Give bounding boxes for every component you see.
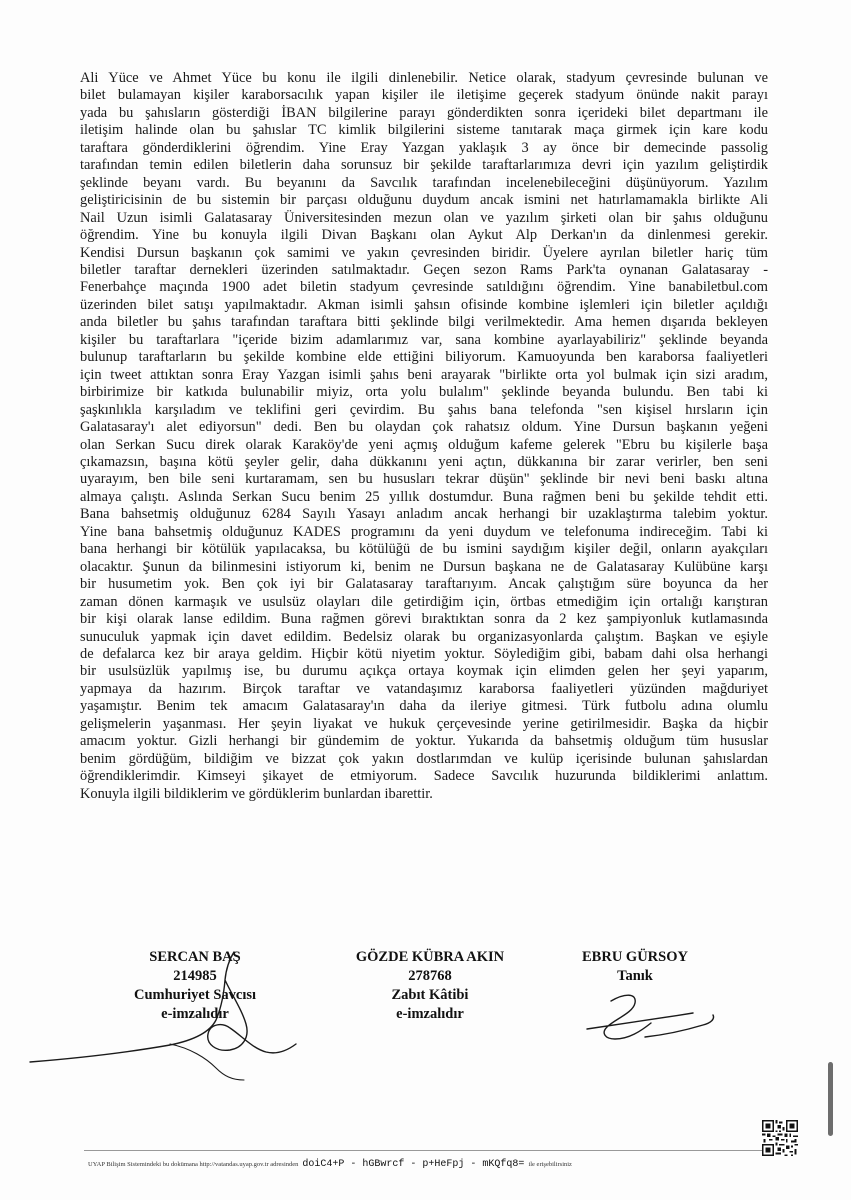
qr-code-icon xyxy=(762,1120,798,1156)
body-line: Kendisi Dursun başkanın çok samimi ve yakın çevresinden biridir. Üyelere ayrılan biletler hariç tüm xyxy=(80,244,768,261)
body-line: taraftara gönderdiklerini öğrendim. Yine Eray Yazgan yaklaşık 3 ay önce bir demecinde passolig xyxy=(80,139,768,156)
body-line: bana herhangi bir kötülük yapılacaksa, bu kötülüğü de bu ismini saydığım kişiler değil, onların ayakçıları xyxy=(80,541,768,558)
body-line: bir usulsüzlük yapılmış ise, bu durumu açıkça ortaya koymak için elimden gelen her şeyi yaparım, xyxy=(80,663,768,680)
body-line: iletişim halinde olan bu şahıslar TC kimlik bilgilerini sisteme tanıtarak maça girmek için kare kodu xyxy=(80,122,768,139)
signature-block-clerk xyxy=(330,948,530,1024)
body-line: Nail Uzun isimli Galatasaray Üniversitesinden mezun olan ve yazılım şirketi olan bir şahıs olduğunu xyxy=(80,209,768,226)
body-line: bir husumetim yok. Ben çok iyi bir Galatasaray taraftarıyım. Ancak çalıştığım süre boyunca da her xyxy=(80,576,768,593)
clerk-name: GÖZDE KÜBRA AKIN xyxy=(355,949,505,965)
footer-divider xyxy=(84,1150,764,1151)
body-line: amacım yoktur. Gizli herhangi bir gündemim de yoktur. Yukarıda da bahsetmiş olduğum tüm hususlar xyxy=(80,733,768,750)
body-line: şeklinde beyanı vardı. Bu beyanını da Savcılık tarafından incelenebileceğini düşünüyorum. Yazılım xyxy=(80,174,768,191)
body-line: Fenerbahçe maçında 1900 adet biletin stadyum çevresinde satıldığını öğrendim. Yine banabiletbul.com xyxy=(80,279,768,296)
body-line: tarafından temin edilen biletlerin daha sorunsuz bir şekilde taraftarlarımıza devri için yazılım geliştirdik xyxy=(80,157,768,174)
scrollbar-thumb[interactable] xyxy=(828,1062,833,1136)
body-line: yaşamıştır. Benim tek amacım Galatasaray'ın daha da ileriye gitmesi. Türk futbolu adına olumlu xyxy=(80,698,768,715)
prosecutor-name: SERCAN BAŞ xyxy=(149,949,241,965)
body-line: şaşkınlıkla karşıladım ve teklifini geri çevirdim. Bu şahıs bana telefonda "sen kişisel hırsların için xyxy=(80,401,768,418)
signature-block-prosecutor xyxy=(120,948,270,1024)
body-line: bulunup taraftarların bu şekilde kombine elde ettiğini biliyorum. Kamuoyunda ben karaborsa faaliyetleri xyxy=(80,349,768,366)
statement-body xyxy=(80,70,768,803)
clerk-number: 278768 xyxy=(408,968,452,984)
body-line: kişiler bu taraftarlara "içeride bizim adamlarımız var, sana kombine ayarlayabiliriz" şeklinde beyanda xyxy=(80,331,768,348)
witness-title: Tanık xyxy=(617,968,653,984)
body-line: öğrendiklerimdir. Kimseyi şikayet de etmiyorum. Sadece Savcılık huzurunda bildiklerimi anlattım. xyxy=(80,768,768,785)
body-line: anda biletler bu şahıs tarafından taraftara bitti şeklinde bilgi verilmektedir. Ama hemen dışarıda bekleyen xyxy=(80,314,768,331)
body-line: yapmaya da hazırım. Birçok taraftar ve vatandaşımız karaborsa faaliyetleri yüzünden mağduriyet xyxy=(80,680,768,697)
body-line: bir kişi olarak lanse edildim. Buna rağmen görevi bıraktıktan sonra da 2 kez şampiyonluk kutlamasında xyxy=(80,611,768,628)
body-line: almaya çalıştı. Aslında Serkan Sucu benim 25 yıllık dostumdur. Buna rağmen beni bu şekilde tehdit etti. xyxy=(80,488,768,505)
body-line: Yine bana bahsetmiş olduğunuz KADES programını da yeni duydum ve telefonuma indireceğim. Tabi ki xyxy=(80,523,768,540)
footer-prefix: UYAP Bilişim Sistemindeki bu dokümana http://vatandas.uyap.gov.tr adresinden xyxy=(88,1161,299,1168)
body-line: sunuculuk yapmak için davet edildim. Bedelsiz olarak bu organizasyonlarda çalıştım. Başkan ve eşiyle xyxy=(80,628,768,645)
body-line: olacaktır. Şunun da bilinmesini istiyorum ki, benim ne Dursun başkana ne de Galatasaray Kulübüne karşı xyxy=(80,558,768,575)
prosecutor-number: 214985 xyxy=(173,968,217,984)
footer-verification-code: doiC4+P - hGBwrcf - p+HeFpj - mKQfq8= xyxy=(302,1159,525,1170)
body-line: olan Serkan Sucu direk olarak Karaköy'de yeni açmış olduğum kafeme gelerek "Ebru bu kişilerle başa xyxy=(80,436,768,453)
body-line: de defalarca kez bir araya geldim. Hiçbir kötü niyetim yoktur. Söylediğim gibi, babam dahi olsa herhangi xyxy=(80,645,768,662)
body-line: geliştiricisinin de bu sistemin bir parçası olduğunu duydum ancak ismini net hatırlamamakla birlikte Ali xyxy=(80,192,768,209)
body-line: bilet bulamayan kişiler karaborsacılık yapan kişiler ile iletişime geçerek stadyum önünde nakit parayı xyxy=(80,87,768,104)
body-line: öğrendim. Yine bu konuyla ilgili Divan Başkanı olan Aykut Alp Derkan'ın da dinlenmesi gerekir. xyxy=(80,227,768,244)
body-line: gelişmelerin yaşanması. Her şeyin liyakat ve hukuk çerçevesinde yerine getirilmesidir. Başka da hiçbir xyxy=(80,715,768,732)
body-line: biletler taraftar dernekleri üzerinden satılmaktadır. Geçen sezon Rams Park'ta oynanan Galatasaray - xyxy=(80,261,768,278)
witness-handwritten-signature xyxy=(575,985,725,1055)
body-line: benim gördüğüm, bildiğim ve bizzat çok yakın dostlarımdan ve kulüp içerisinde bulunan şahıslardan xyxy=(80,750,768,767)
body-line: birbirimize bir katkıda bulunabilir miyiz, orta yolu bulalım" şeklinde beyanda bulundu. Ben tabi ki xyxy=(80,384,768,401)
witness-name: EBRU GÜRSOY xyxy=(582,949,688,965)
body-line: için tweet attıktan sonra Eray Yazgan isimli şahıs beni arayarak "birlikte orta yol bulmak için sizi aradım, xyxy=(80,366,768,383)
body-line: Galatasaray'ı alet ediyorsun" dedi. Ben bu olaydan çok rahatsız oldum. Yine Dursun başkanın yeğeni xyxy=(80,419,768,436)
body-line: çıkamazsın, başına kötü şeyler gelir, daha dükkanını yeni açtın, dükkanına bir zarar verirler, ben seni xyxy=(80,453,768,470)
body-line: uyarayım, ben bile seni kurtaramam, sen bu hususları tekrar düşün" şeklinde bir nevi beni baskı altına xyxy=(80,471,768,488)
prosecutor-title: Cumhuriyet Savcısı xyxy=(133,987,257,1003)
body-line: zaman dönen karmaşık ve usulsüz olayları dile getirdiğim için, örtbas etmediğim için ortalığı karıştıran xyxy=(80,593,768,610)
body-line: üzerinden bilet satışı yapılmaktadır. Akman isimli şahsın ofisinde kombine işlemleri için biletler açıldığı xyxy=(80,296,768,313)
prosecutor-esign-note: e-imzalıdır xyxy=(161,1006,229,1022)
body-line: yada bu şahısların gösterdiği İBAN bilgilerine parayı gönderdikten sonra içerideki bilet departmanı ile xyxy=(80,104,768,121)
body-line: Bana bahsetmiş olduğunuz 6284 Sayılı Yasayı anladım ancak herhangi bir uzaklaştırma talebim yoktur. xyxy=(80,506,768,523)
clerk-esign-note: e-imzalıdır xyxy=(396,1006,464,1022)
footer-suffix: ile erişebilirsiniz xyxy=(528,1161,572,1168)
body-line: Ali Yüce ve Ahmet Yüce bu konu ile ilgili dinlenebilir. Netice olarak, stadyum çevresinde bulunan ve xyxy=(80,70,768,86)
uyap-footer xyxy=(88,1159,758,1170)
clerk-title: Zabıt Kâtibi xyxy=(391,987,469,1003)
signature-block-witness xyxy=(580,948,690,986)
body-line: Konuyla ilgili bildiklerim ve gördüklerim bunlardan ibarettir. xyxy=(80,785,433,802)
